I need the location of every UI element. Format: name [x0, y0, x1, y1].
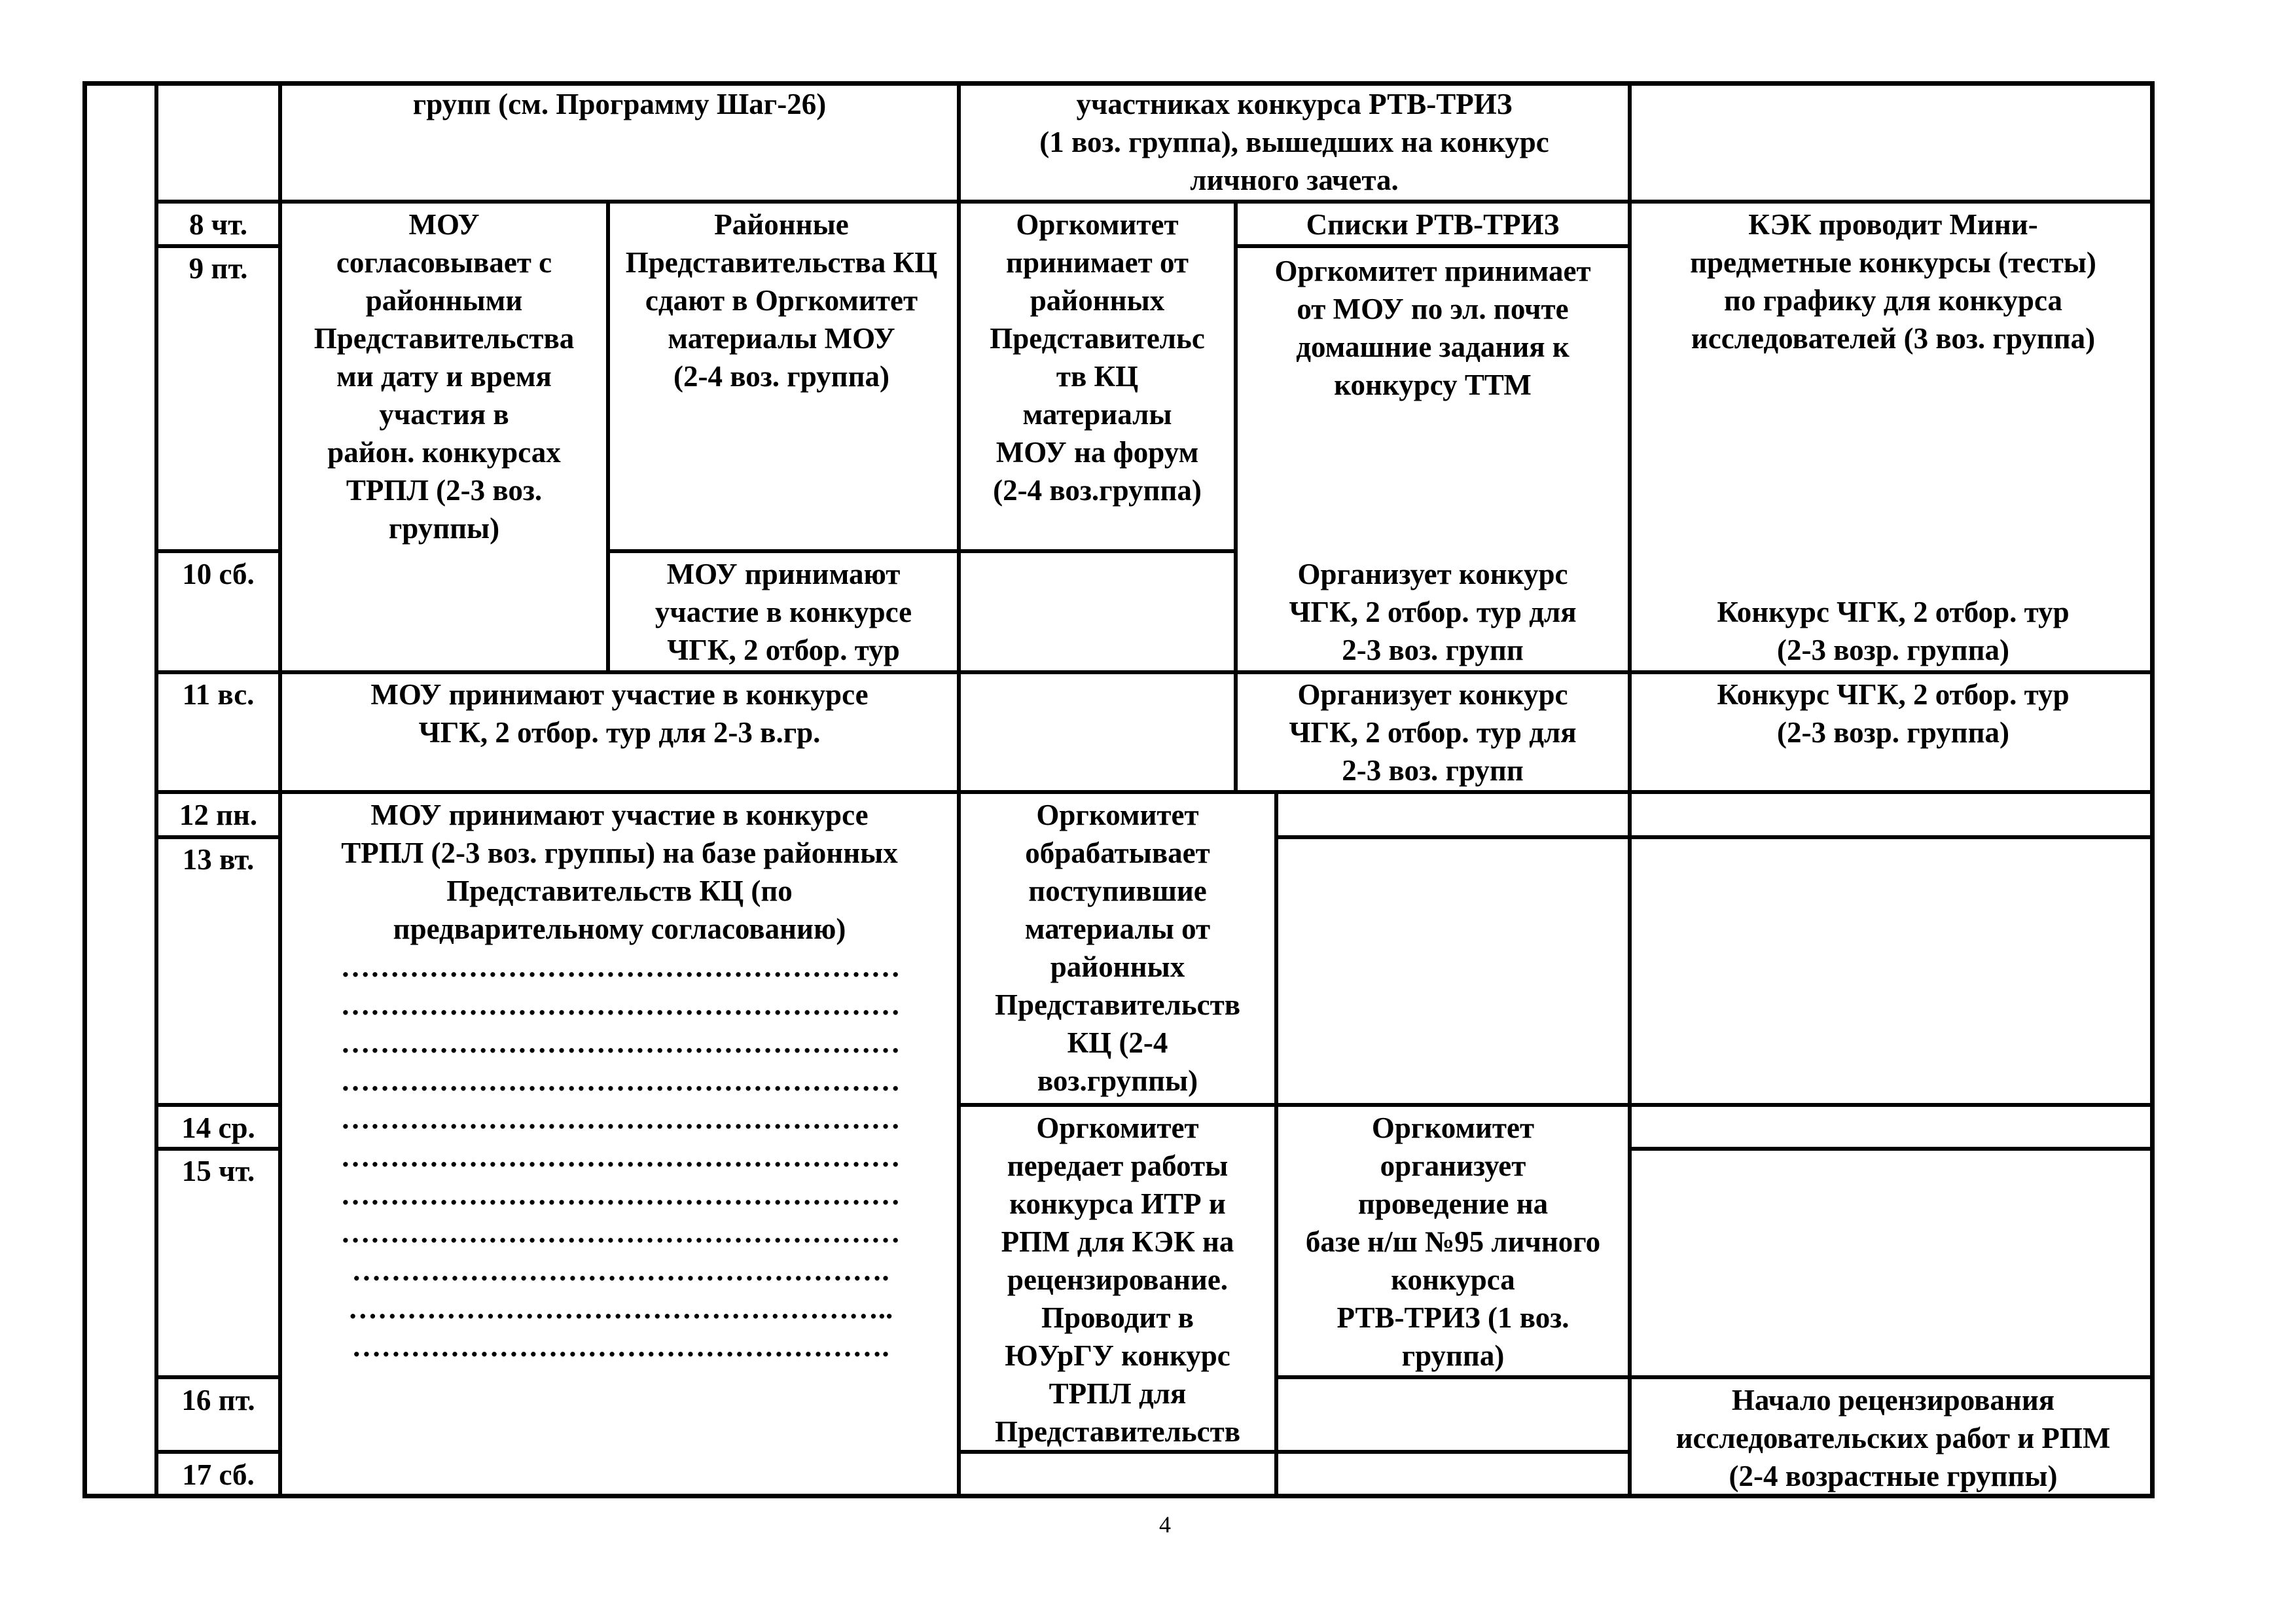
grid-line [957, 549, 1234, 553]
cell-top-groups: групп (см. Программу Шаг-26) [412, 88, 827, 120]
date-15: 15 чт. [181, 1155, 255, 1187]
grid-line [154, 1103, 278, 1107]
grid-line [606, 549, 957, 553]
cell-spiski: Списки РТВ-ТРИЗ [1306, 208, 1560, 241]
grid-line [154, 549, 278, 553]
grid-line [154, 1147, 278, 1151]
date-8: 8 чт. [188, 208, 248, 241]
date-17: 17 сб. [182, 1458, 255, 1491]
cell-orgkom-process: Оргкомитет обрабатывает поступившие материалы от районных Представительств КЦ (2-4 воз.группы) [994, 799, 1241, 1097]
date-9: 9 пт. [188, 252, 248, 285]
date-16: 16 пт. [181, 1384, 255, 1416]
cell-mou-chgk: МОУ принимают участие в конкурсе ЧГК, 2 отбор. тур [655, 558, 912, 666]
cell-review-start: Начало рецензирования исследовательских работ и РПМ (2-4 возрастные группы) [1676, 1384, 2111, 1492]
cell-orgkom-email: Оргкомитет принимает от МОУ по эл. почте домашние задания к конкурсу ТТМ [1274, 255, 1591, 401]
grid-line [1274, 835, 2155, 839]
cell-rayon-submit: Районные Представительства КЦ сдают в Оргкомитет материалы МОУ (2-4 воз. группа) [625, 208, 938, 393]
page-number: 4 [1159, 1511, 1171, 1538]
date-10: 10 сб. [182, 558, 255, 590]
cell-contest-chgk-11: Конкурс ЧГК, 2 отбор. тур (2-3 возр. группа) [1717, 678, 2070, 749]
grid-line [1628, 1147, 2155, 1151]
cell-mou-agree: МОУ согласовывает с районными Представительства ми дату и время участия в район. конкурсах ТРПЛ (2-3 воз. группы) [314, 208, 575, 545]
date-13: 13 вт. [182, 843, 255, 876]
cell-org-chgk-11: Организует конкурс ЧГК, 2 отбор. тур для 2-3 воз. групп [1289, 678, 1577, 787]
grid-line [1234, 244, 1628, 248]
cell-mou-trpl: МОУ принимают участие в конкурсе ТРПЛ (2-3 воз. группы) на базе районных Представительств КЦ (по предварительному согласованию) [341, 799, 898, 945]
grid-line [154, 244, 278, 248]
date-11: 11 вс. [182, 678, 255, 711]
cell-orgkom-organize: Оргкомитет организует проведение на базе н/ш №95 личного конкурса РТВ-ТРИЗ (1 воз. группа) [1305, 1111, 1601, 1372]
cell-orgkom-pass: Оргкомитет передает работы конкурса ИТР и РПМ для КЭК на рецензирование. Проводит в ЮУрГУ конкурс ТРПЛ для Представительств [994, 1111, 1241, 1448]
grid-line [154, 670, 2155, 674]
grid-line [154, 835, 278, 839]
grid-line [154, 200, 2155, 204]
cell-top-participants: участниках конкурса РТВ-ТРИЗ (1 воз. группа), вышедших на конкурс личного зачета. [1039, 88, 1549, 196]
dotted-fill: ………………………………………………… ………………………………………………… ………………………………………………… ………………………………………………… ………………………………………………… ………………………………………………… ………………………………………………… ………………………………………………… ………………………………………………. ……………………………………………….. ………………………………………………. [340, 950, 901, 1363]
cell-mou-chgk-11: МОУ принимают участие в конкурсе ЧГК, 2 отбор. тур для 2-3 в.гр. [370, 678, 869, 749]
date-14: 14 ср. [181, 1111, 255, 1144]
cell-org-chgk-10: Организует конкурс ЧГК, 2 отбор. тур для 2-3 воз. групп [1289, 558, 1577, 666]
grid-line [1274, 1375, 2155, 1379]
cell-orgkom-receive: Оргкомитет принимает от районных Представительс тв КЦ материалы МОУ на форум (2-4 воз.группа) [990, 208, 1205, 507]
grid-line [154, 1450, 278, 1454]
grid-line [957, 1103, 2155, 1107]
grid-line [154, 1375, 278, 1379]
cell-kek-tests: КЭК проводит Мини- предметные конкурсы (тесты) по графику для конкурса исследователей (3 воз. группа) [1690, 208, 2096, 355]
cell-contest-chgk-10: Конкурс ЧГК, 2 отбор. тур (2-3 возр. группа) [1717, 596, 2070, 666]
grid-line [154, 790, 2155, 794]
date-12: 12 пн. [179, 799, 258, 831]
